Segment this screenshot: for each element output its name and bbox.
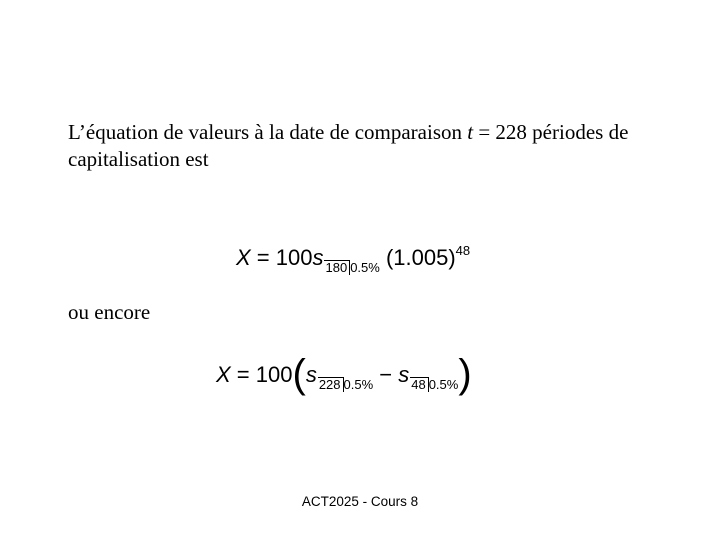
equation-2 [216,352,472,396]
eq2-close-paren: ) [458,352,472,396]
intro-text-suffix: = 228 périodes de capitalisation est [68,120,629,171]
eq1-accumulation-symbol: s [312,245,324,270]
eq1-term-count: 180 [324,260,350,275]
intro-paragraph [68,119,688,173]
eq1-rate: 0.5% [350,260,380,275]
eq2-lhs: X [216,362,231,387]
eq2-rate-2: 0.5% [428,377,459,392]
time-variable: t [467,120,474,144]
eq2-minus: − [373,362,399,387]
eq1-base: (1.005) [385,245,456,270]
equation-1 [236,243,470,275]
eq2-rate-1: 0.5% [343,377,374,392]
eq1-lhs: X [236,245,251,270]
eq2-accumulation-symbol-2: s [398,362,410,387]
eq1-equals: = [250,245,276,270]
eq2-term-count-1: 228 [318,377,344,392]
eq1-exponent: 48 [455,243,471,258]
connector-text: ou encore [68,300,151,324]
eq2-coefficient: 100 [255,362,293,387]
eq2-equals: = [230,362,256,387]
slide-footer: ACT2025 - Cours 8 [301,494,419,509]
eq2-accumulation-symbol-1: s [305,362,317,387]
eq1-coefficient: 100 [275,245,313,270]
eq2-open-paren: ( [292,352,306,396]
intro-text-prefix: L’équation de valeurs à la date de comparaison [68,120,468,144]
eq2-term-count-2: 48 [410,377,428,392]
